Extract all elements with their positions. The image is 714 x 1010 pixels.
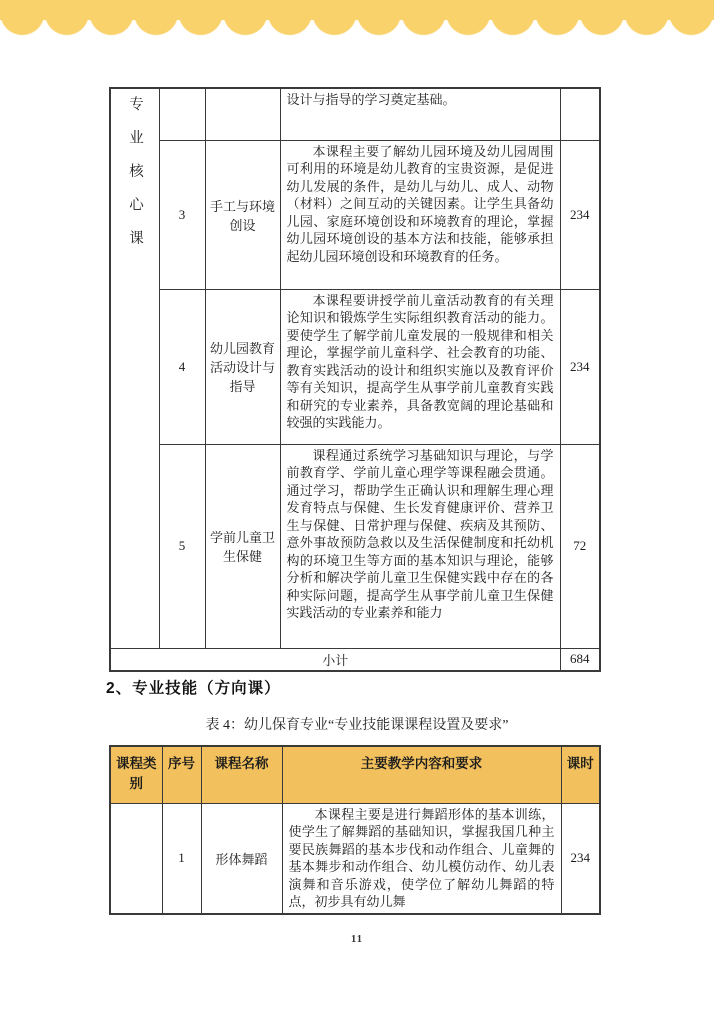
content-cell bbox=[280, 88, 560, 140]
header-course-name: 课程名称 bbox=[201, 746, 282, 803]
table-row-course-4 bbox=[110, 289, 600, 444]
header-hours: 课时 bbox=[561, 746, 600, 803]
name-cell: 学前儿童卫生保健 bbox=[205, 444, 280, 648]
content-text: 本课程主要是进行舞蹈形体的基本训练，使学生了解舞蹈的基础知识，掌握我国几种主要民族舞蹈的基本步伐和动作组合、儿童舞的基本舞步和动作组合、幼儿模仿动作、幼儿表演舞和音乐游戏，使学位了解幼儿舞蹈的特点，初步具有幼儿舞 bbox=[288, 806, 555, 909]
content-text: 课程通过系统学习基础知识与理论，与学前教育学、学前儿童心理学等课程融会贯通。通过学习，帮助学生正确认识和理解生理心理发育特点与保健、生长发育健康评价、营养卫生与保健、日常护理与保健、疾病及其预防、意外事故预防急救以及生活保健制度和托幼机构的环境卫生等方面的基本知识与理论，能够分析和解决学前儿童卫生保健实践中存在的各种实际问题，提高学生从事学前儿童卫生保健实践活动的专业素养和能力 bbox=[286, 447, 554, 620]
hours-cell-empty bbox=[560, 88, 600, 140]
table-row-course-5 bbox=[110, 444, 600, 648]
header-category: 课程类别 bbox=[110, 746, 162, 803]
content-text: 本课程主要了解幼儿园环境及幼儿园周围可利用的环境是幼儿教育的宝贵资源，是促进幼儿发展的条件，是幼儿与幼儿、成人、动物（材料）之间互动的关键因素。让学生具备幼儿园、家庭环境创设和环境教育的理论，掌握幼儿园环境创设的基本方法和技能，能够承担起幼儿园环境创设和环境教育的任务。 bbox=[286, 143, 554, 264]
category-cell bbox=[110, 88, 159, 648]
table-row-continued bbox=[110, 88, 600, 140]
page-number: 11 bbox=[351, 934, 363, 945]
section-heading: 2、专业技能（方向课） bbox=[106, 680, 281, 697]
content-cell bbox=[280, 444, 560, 648]
seq-cell-empty bbox=[159, 88, 205, 140]
table4-caption: 表 4：幼儿保育专业“专业技能课课程设置及要求” bbox=[205, 718, 509, 733]
hours-cell: 234 bbox=[561, 803, 600, 914]
hours-cell: 234 bbox=[560, 140, 600, 289]
table-row-course-1 bbox=[110, 803, 600, 914]
name-cell: 手工与环境创设 bbox=[205, 140, 280, 289]
table-row-subtotal bbox=[110, 648, 600, 671]
seq-cell: 4 bbox=[159, 289, 205, 444]
skills-course-table bbox=[109, 745, 601, 915]
table-row-course-3 bbox=[110, 140, 600, 289]
subtotal-label: 小计 bbox=[110, 648, 560, 671]
name-cell: 幼儿园教育活动设计与指导 bbox=[205, 289, 280, 444]
name-cell-empty bbox=[205, 88, 280, 140]
name-cell: 形体舞蹈 bbox=[201, 803, 282, 914]
scalloped-top-border bbox=[0, 0, 714, 36]
hours-cell: 72 bbox=[560, 444, 600, 648]
content-cell bbox=[280, 140, 560, 289]
content-cell bbox=[282, 803, 561, 914]
core-course-table bbox=[109, 87, 601, 672]
seq-cell: 3 bbox=[159, 140, 205, 289]
content-text: 设计与指导的学习奠定基础。 bbox=[286, 92, 456, 107]
seq-cell: 1 bbox=[162, 803, 201, 914]
content-text: 本课程要讲授学前儿童活动教育的有关理论知识和锻炼学生实际组织教育活动的能力。要使学生了解学前儿童发展的一般规律和相关理论，掌握学前儿童科学、社会教育的功能、教育实践活动的设计和组织实施以及教育评价等有关知识，提高学生从事学前儿童教育实践和研究的专业素养，具备教宽阔的理论基础和较强的实践能力。 bbox=[286, 292, 554, 430]
seq-cell: 5 bbox=[159, 444, 205, 648]
category-label: 专业核心课 bbox=[127, 96, 143, 264]
category-cell-empty bbox=[110, 803, 162, 914]
header-seq: 序号 bbox=[162, 746, 201, 803]
hours-cell: 234 bbox=[560, 289, 600, 444]
subtotal-hours: 684 bbox=[560, 648, 600, 671]
header-content: 主要教学内容和要求 bbox=[282, 746, 561, 803]
content-cell bbox=[280, 289, 560, 444]
table-header-row bbox=[110, 746, 600, 803]
